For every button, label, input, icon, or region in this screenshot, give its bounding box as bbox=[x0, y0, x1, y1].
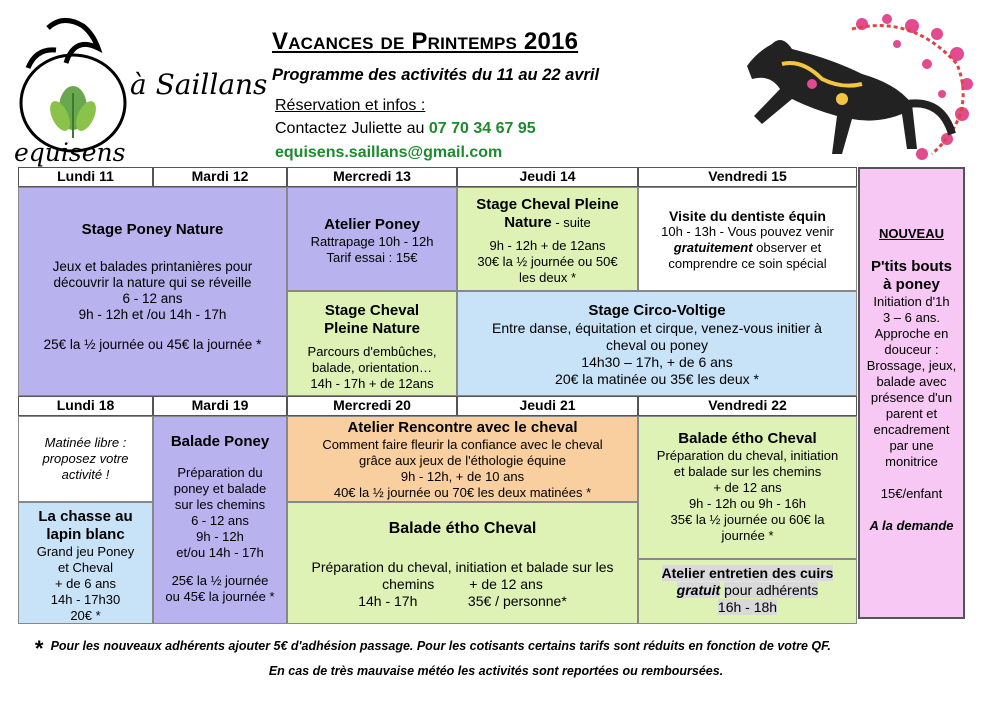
activity-balade-etho-cheval-vendredi: Balade étho Cheval Préparation du cheval, initiation et balade sur les chemins + de 12 ans 9h - 12h ou 9h - 16h 35€ la ½ journée ou 60€ la journée * bbox=[638, 416, 857, 559]
page-subtitle: Programme des activités du 11 au 22 avril bbox=[272, 66, 600, 84]
day-header: Jeudi 21 bbox=[457, 396, 638, 416]
activity-chasse-lapin-blanc: La chasse au lapin blanc Grand jeu Poney et Cheval + de 6 ans 14h - 17h30 20€ * bbox=[18, 502, 153, 624]
activity-dentiste-equin: Visite du dentiste équin 10h - 13h - Vous pouvez venir gratuitement observer et comprendre ce soin spécial bbox=[638, 187, 857, 291]
day-header: Vendredi 22 bbox=[638, 396, 857, 416]
activity-stage-poney-nature: Stage Poney Nature Jeux et balades printanières pour découvrir la nature qui se réveille 6 - 12 ans 9h - 12h et /ou 14h - 17h 25€ la ½ journée ou 45€ la journée * bbox=[18, 187, 287, 396]
logo-brand: equisens bbox=[14, 138, 126, 167]
activity-ptits-bouts-a-poney: NOUVEAU P'tits bouts à poney Initiation d'1h 3 – 6 ans. Approche en douceur : Brossage, jeux, balade avec présence d'un parent et encadrement par une monitrice 15€/enfant A la demande bbox=[858, 167, 965, 619]
contact-prefix: Contactez Juliette au bbox=[275, 120, 425, 137]
day-header: Lundi 11 bbox=[18, 167, 153, 187]
activity-stage-cheval-pleine-nature: Stage Cheval Pleine Nature Parcours d'embûches, balade, orientation… 14h - 17h + de 12ans bbox=[287, 291, 457, 396]
activity-atelier-poney: Atelier Poney Rattrapage 10h - 12h Tarif essai : 15€ bbox=[287, 187, 457, 291]
day-header: Vendredi 15 bbox=[638, 167, 857, 187]
activity-balade-poney: Balade Poney Préparation du poney et balade sur les chemins 6 - 12 ans 9h - 12h et/ou 14h - 17h 25€ la ½ journée ou 45€ la journée * bbox=[153, 416, 287, 624]
page-title: Vacances de Printemps 2016 bbox=[272, 28, 579, 55]
footer-note: * Pour les nouveaux adhérents ajouter 5€ d'adhésion passage. Pour les cotisants certains tarifs sont réduits en fonction de votre QF. bbox=[34, 636, 831, 661]
day-header: Mardi 19 bbox=[153, 396, 287, 416]
reservation-label: Réservation et infos : bbox=[275, 97, 426, 114]
day-header: Mardi 12 bbox=[153, 167, 287, 187]
footer-weather: En cas de très mauvaise météo les activités sont reportées ou remboursées. bbox=[268, 664, 724, 678]
activity-atelier-cuirs: Atelier entretien des cuirs gratuit pour adhérents 16h - 18h bbox=[638, 559, 857, 624]
activity-atelier-rencontre: Atelier Rencontre avec le cheval Comment faire fleurir la confiance avec le cheval grâce aux jeux de l'éthologie équine 9h - 12h, + de 10 ans 40€ la ½ journée ou 70€ les deux matinées * bbox=[287, 416, 638, 502]
phone-number[interactable]: 07 70 34 67 95 bbox=[428, 120, 536, 137]
logo-place: à Saillans bbox=[130, 68, 268, 101]
equisens-horse-logo bbox=[8, 8, 138, 158]
day-header: Mercredi 13 bbox=[287, 167, 457, 187]
activity-stage-circo-voltige: Stage Circo-Voltige Entre danse, équitation et cirque, venez-vous initier à cheval ou poney 14h30 – 17h, + de 6 ans 20€ la matinée ou 35€ les deux * bbox=[457, 291, 857, 396]
contact-line bbox=[275, 120, 536, 138]
asterisk: * bbox=[34, 636, 43, 661]
activity-balade-etho-cheval: Balade étho Cheval Préparation du cheval, initiation et balade sur les chemins + de 12 ans 14h - 17h 35€ / personne* bbox=[287, 502, 638, 624]
chinese-horse-illustration bbox=[712, 4, 982, 166]
email-link[interactable]: equisens.saillans@gmail.com bbox=[275, 144, 503, 161]
activity-matinee-libre: Matinée libre : proposez votre activité ! bbox=[18, 416, 153, 502]
day-header: Lundi 18 bbox=[18, 396, 153, 416]
activity-stage-cheval-suite: Stage Cheval Pleine Nature - suite 9h - 12h + de 12ans 30€ la ½ journée ou 50€ les deux * bbox=[457, 187, 638, 291]
day-header: Jeudi 14 bbox=[457, 167, 638, 187]
day-header: Mercredi 20 bbox=[287, 396, 457, 416]
